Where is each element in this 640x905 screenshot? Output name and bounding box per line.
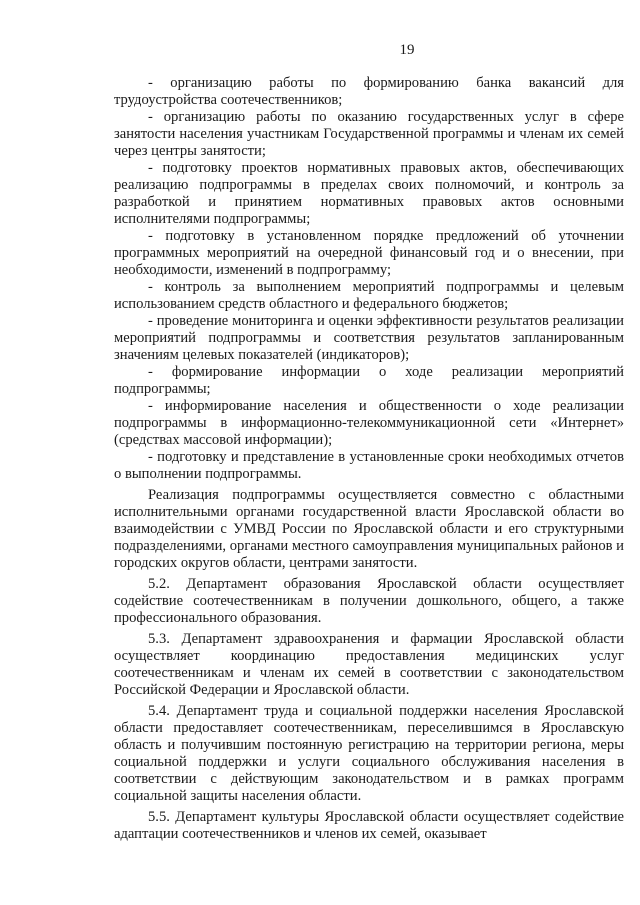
paragraph-5-5-culture: 5.5. Департамент культуры Ярославской области осуществляет содействие адаптации соотечественников и членов их семей, оказывает: [114, 809, 624, 842]
list-item-information: - формирование информации о ходе реализации мероприятий подпрограммы;: [114, 364, 624, 397]
list-item-job-bank: - организацию работы по формированию банка вакансий для трудоустройства соотечественников;: [114, 75, 624, 108]
list-item-employment-services: - организацию работы по оказанию государственных услуг в сфере занятости населения участникам Государственной программы и членам их семей через центры занятости;: [114, 109, 624, 159]
paragraph-joint-implementation: Реализация подпрограммы осуществляется совместно с областными исполнительными органами государственной власти Ярославской области во взаимодействии с УМВД России по Ярославской области и его структурными подразделениями, органами местного самоуправления муниципальных районов и городских округов области, центрами занятости.: [114, 487, 624, 571]
list-item-public-informing: - информирование населения и общественности о ходе реализации подпрограммы в информационно-телекоммуникационной сети «Интернет» (средствах массовой информации);: [114, 398, 624, 448]
list-item-budget-control: - контроль за выполнением мероприятий подпрограммы и целевым использованием средств областного и федерального бюджетов;: [114, 279, 624, 312]
list-item-proposals: - подготовку в установленном порядке предложений об уточнении программных мероприятий на очередной финансовый год и о внесении, при необходимости, изменений в подпрограмму;: [114, 228, 624, 278]
list-item-legal-acts: - подготовку проектов нормативных правовых актов, обеспечивающих реализацию подпрограммы в пределах своих полномочий, и контроль за разработкой и принятием нормативных правовых актов основными исполнителями подпрограммы;: [114, 160, 624, 227]
paragraph-5-2-education: 5.2. Департамент образования Ярославской области осуществляет содействие соотечественникам в получении дошкольного, общего, а также профессионального образования.: [114, 576, 624, 626]
list-item-monitoring: - проведение мониторинга и оценки эффективности результатов реализации мероприятий подпрограммы и соответствия результатов запланированным значениям целевых показателей (индикаторов);: [114, 313, 624, 363]
paragraph-5-3-healthcare: 5.3. Департамент здравоохранения и фармации Ярославской области осуществляет координацию предоставления медицинских услуг соотечественникам и членам их семей в соответствии с законодательством Российской Федерации и Ярославской области.: [114, 631, 624, 698]
page-number: 19: [399, 42, 415, 58]
list-item-reports: - подготовку и представление в установленные сроки необходимых отчетов о выполнении подпрограммы.: [114, 449, 624, 482]
paragraph-5-4-social-support: 5.4. Департамент труда и социальной поддержки населения Ярославской области предоставляет соотечественникам, переселившимся в Ярославскую область и получившим постоянную регистрацию на территории региона, меры социальной поддержки и услуги социального обслуживания населения в соответствии с действующим законодательством и в рамках программ социальной защиты населения области.: [114, 703, 624, 804]
